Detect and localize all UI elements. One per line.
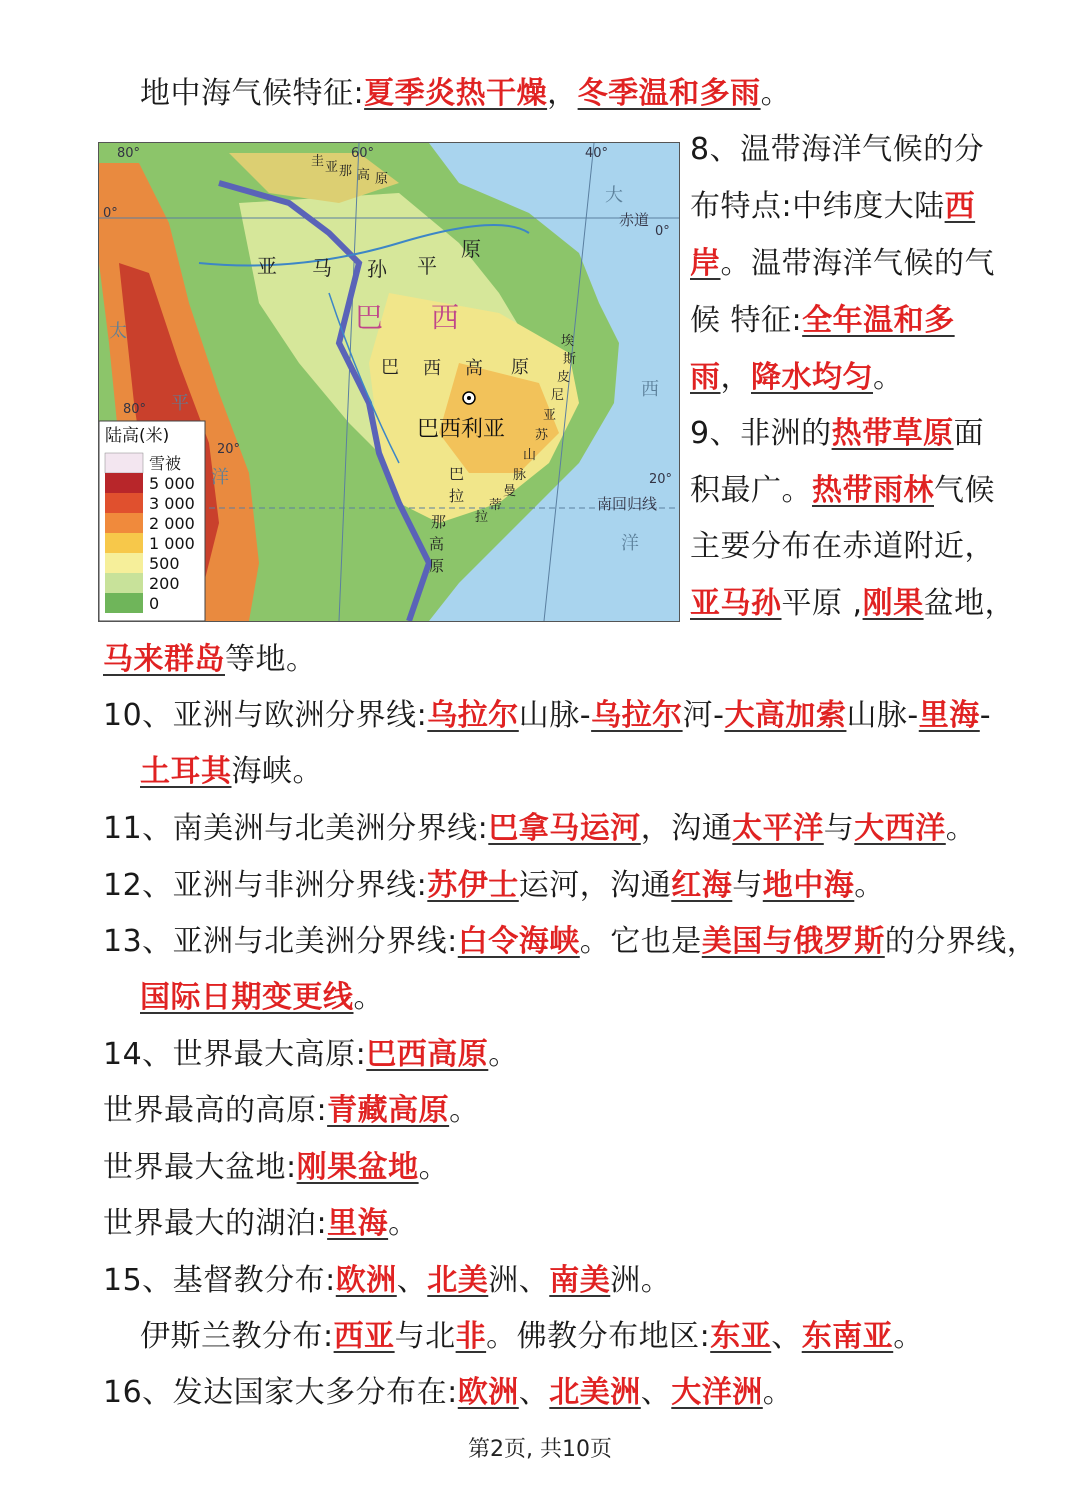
legend-swatch: [105, 493, 143, 513]
map-label: 高: [465, 358, 483, 379]
text: 的分界线，: [884, 924, 1038, 959]
highlight: 乌拉尔: [427, 698, 519, 733]
highlight: 马来群岛: [103, 642, 225, 677]
highlight: 大洋洲: [671, 1375, 763, 1410]
text: 。: [760, 76, 792, 111]
map-label: 苏: [535, 428, 549, 443]
highlight: 土耳其: [140, 754, 232, 789]
highlight: 岸: [690, 246, 721, 281]
map-label: 拉: [475, 510, 489, 525]
highlight: 全年温和多: [802, 303, 955, 338]
map-label: 西: [431, 301, 460, 334]
text: 16、发达国家大多分布在:: [103, 1375, 458, 1410]
text: 洲、: [488, 1263, 550, 1298]
text-line: [103, 634, 317, 686]
legend-swatch: [105, 593, 143, 613]
text-line: [103, 1255, 671, 1307]
highlight: 欧洲: [335, 1263, 397, 1298]
highlight: 北美: [427, 1263, 489, 1298]
degree-label: 0°: [103, 206, 118, 221]
text: 。: [893, 1319, 924, 1354]
text-line: [103, 1029, 519, 1081]
degree-label: 0°: [655, 224, 670, 239]
text: 。: [353, 980, 384, 1015]
text: 。它也是: [579, 924, 702, 959]
degree-label: 40°: [585, 146, 609, 161]
map-label: 原: [511, 357, 529, 378]
text-line: [690, 408, 984, 460]
text-line: [690, 181, 975, 233]
text: 气候: [934, 473, 995, 508]
highlight: 里海: [918, 698, 980, 733]
map-label: 那: [339, 164, 353, 179]
legend-label: 雪被: [149, 454, 182, 473]
text: 山脉-: [518, 698, 592, 733]
map-label: 曼: [503, 484, 517, 499]
text: 、: [771, 1319, 802, 1354]
text: -: [979, 698, 992, 733]
text: 积最广。: [690, 473, 812, 508]
map-label: 皮: [557, 370, 571, 385]
map-label: 巴西利亚: [417, 417, 506, 442]
text: 与: [732, 868, 763, 903]
map-label: 马: [312, 256, 332, 280]
text-line: [103, 860, 885, 912]
text-line: [140, 68, 791, 120]
text: 海峡。: [231, 754, 323, 789]
south-america-relief-map: [98, 142, 680, 622]
highlight: 北美洲: [549, 1375, 641, 1410]
highlight: 国际日期变更线: [140, 980, 354, 1015]
text: 地中海气候特征:: [140, 76, 365, 111]
highlight: 红海: [671, 868, 733, 903]
text: 世界最大的湖泊:: [103, 1206, 328, 1241]
map-label: 巴: [355, 301, 384, 334]
highlight: 亚马孙: [690, 586, 782, 621]
legend-swatch: [105, 453, 143, 473]
text-line: [103, 1085, 480, 1137]
degree-label: 20°: [649, 472, 673, 487]
ocean-label: 大: [605, 185, 623, 206]
text-line: [140, 746, 323, 798]
text: 。: [854, 868, 885, 903]
text: 8、温带海洋气候的分: [690, 132, 985, 167]
legend-swatch: [105, 573, 143, 593]
map-label: 亚: [543, 408, 557, 423]
map-label: 亚: [257, 254, 277, 278]
legend-label: 200: [149, 574, 180, 593]
highlight: 东南亚: [801, 1319, 894, 1354]
text-line: [140, 972, 384, 1024]
highlight: 巴西高原: [366, 1037, 489, 1072]
highlight: 美国与俄罗斯: [701, 924, 885, 959]
text: 布特点:中纬度大陆: [690, 189, 945, 224]
ocean-label: 洋: [621, 533, 639, 554]
text: 盆地，: [923, 586, 1016, 621]
text-line: [103, 1198, 419, 1250]
highlight: 刚果: [862, 586, 924, 621]
highlight: 里海: [327, 1206, 389, 1241]
highlight: 青藏高原: [327, 1093, 450, 1128]
text-line: [690, 578, 1015, 630]
text-line: [103, 1367, 793, 1419]
text: 。佛教分布地区:: [486, 1319, 711, 1354]
ocean-label: 太: [109, 321, 127, 342]
ocean-label: 洋: [211, 467, 229, 488]
equator-label: 赤道: [619, 211, 650, 229]
text: 世界最高的高原:: [103, 1093, 328, 1128]
elevation-legend: [99, 421, 205, 621]
map-label: 拉: [449, 487, 465, 505]
map-label: 高: [357, 168, 371, 183]
map-label: 巴: [449, 465, 465, 483]
page-footer: 第2页, 共10页: [468, 1437, 612, 1462]
text: 。: [762, 1375, 794, 1410]
text-line: [103, 916, 1037, 968]
highlight: 欧洲: [457, 1375, 519, 1410]
text: 。: [418, 1150, 450, 1185]
text: 、: [396, 1263, 428, 1298]
map-label: 脉: [513, 468, 527, 483]
text: 、: [518, 1375, 550, 1410]
map-label: 埃: [561, 334, 575, 349]
degree-label: 20°: [217, 442, 241, 457]
text-line: [103, 690, 991, 742]
tropic-label: 南回归线: [597, 495, 658, 513]
highlight: 热带雨林: [812, 473, 934, 508]
text: 14、世界最大高原:: [103, 1037, 367, 1072]
map-label: 平: [417, 254, 437, 278]
text-line: [103, 1142, 449, 1194]
ocean-label: 西: [641, 379, 659, 400]
highlight: 乌拉尔: [591, 698, 683, 733]
highlight: 大高加索: [724, 698, 847, 733]
legend-swatch: [105, 553, 143, 573]
text: 伊斯兰教分布:: [140, 1319, 334, 1354]
text: ，: [547, 76, 578, 111]
map-label: 山: [523, 448, 537, 463]
legend-swatch: [105, 533, 143, 553]
highlight: 地中海: [762, 868, 855, 903]
text: 。: [945, 811, 977, 846]
highlight: 冬季温和多雨: [577, 76, 761, 111]
highlight: 热带草原: [831, 416, 954, 451]
highlight: 大西洋: [854, 811, 946, 846]
degree-label: 80°: [123, 402, 147, 417]
text: 9、非洲的: [690, 416, 832, 451]
legend-label: 3 000: [149, 494, 195, 513]
text: 13、亚洲与北美洲分界线:: [103, 924, 458, 959]
legend-label: 5 000: [149, 474, 195, 493]
text: 。: [873, 360, 904, 395]
text: 平原 ,: [781, 586, 863, 621]
highlight: 刚果盆地: [296, 1150, 419, 1185]
legend-swatch: [105, 473, 143, 493]
text: 运河，沟通: [518, 868, 672, 903]
map-label: 原: [461, 237, 481, 261]
text-line: [103, 803, 976, 855]
text: 等地。: [225, 642, 317, 677]
map-label: 那: [431, 513, 447, 531]
map-label: 原: [429, 557, 445, 575]
highlight: 太平洋: [732, 811, 824, 846]
map-label: 高: [429, 535, 445, 553]
highlight: 东亚: [710, 1319, 772, 1354]
text: 河-: [682, 698, 725, 733]
text-line: [690, 238, 995, 290]
text: 。: [388, 1206, 419, 1241]
highlight: 苏伊士: [427, 868, 519, 903]
legend-label: 2 000: [149, 514, 195, 533]
text-line: [140, 1311, 924, 1363]
text: 候 特征:: [690, 303, 803, 338]
text: 12、亚洲与非洲分界线:: [103, 868, 428, 903]
ocean-label: 平: [171, 393, 189, 414]
map-label: 尼: [551, 388, 565, 403]
text: 主要分布在赤道附近，: [690, 529, 995, 564]
map-label: 原: [375, 172, 389, 187]
highlight: 降水均匀: [751, 360, 873, 395]
legend-label: 0: [149, 594, 160, 613]
text: ，: [720, 360, 751, 395]
capital-dot: [467, 396, 471, 400]
map-label: 巴: [381, 357, 399, 378]
text: 面: [953, 416, 985, 451]
legend-label: 1 000: [149, 534, 195, 553]
text-line: [690, 295, 955, 347]
text: 。: [449, 1093, 480, 1128]
highlight: 南美: [549, 1263, 611, 1298]
map-label: 圭: [311, 154, 325, 169]
highlight: 西: [944, 189, 976, 224]
highlight: 西亚: [333, 1319, 395, 1354]
text: 世界最大盆地:: [103, 1150, 297, 1185]
text: 11、南美洲与北美洲分界线:: [103, 811, 489, 846]
text: 、: [640, 1375, 672, 1410]
text: 山脉-: [846, 698, 919, 733]
text: 。温带海洋气候的气: [720, 246, 995, 281]
highlight: 雨: [690, 360, 721, 395]
text: 洲。: [610, 1263, 672, 1298]
highlight: 白令海峡: [457, 924, 580, 959]
degree-label: 80°: [117, 146, 141, 161]
highlight: 非: [455, 1319, 487, 1354]
legend-title: 陆高(米): [105, 426, 170, 446]
highlight: 夏季炎热干燥: [364, 76, 548, 111]
text: 与北: [394, 1319, 456, 1354]
text-line: [690, 124, 984, 176]
text: 与: [823, 811, 855, 846]
text: 。: [488, 1037, 519, 1072]
text: 10、亚洲与欧洲分界线:: [103, 698, 428, 733]
text: 15、基督教分布:: [103, 1263, 336, 1298]
text-line: [690, 465, 995, 517]
degree-label: 60°: [351, 146, 375, 161]
legend-swatch: [105, 513, 143, 533]
map-label: 蒂: [489, 498, 503, 513]
map-label: 亚: [325, 160, 339, 175]
map-label: 西: [423, 358, 441, 379]
text-line: [690, 521, 995, 573]
legend-label: 500: [149, 554, 180, 573]
map-label: 斯: [563, 352, 577, 367]
map-label: 孙: [367, 257, 387, 281]
text: ，沟通: [640, 811, 733, 846]
text-line: [690, 352, 904, 404]
highlight: 巴拿马运河: [488, 811, 641, 846]
